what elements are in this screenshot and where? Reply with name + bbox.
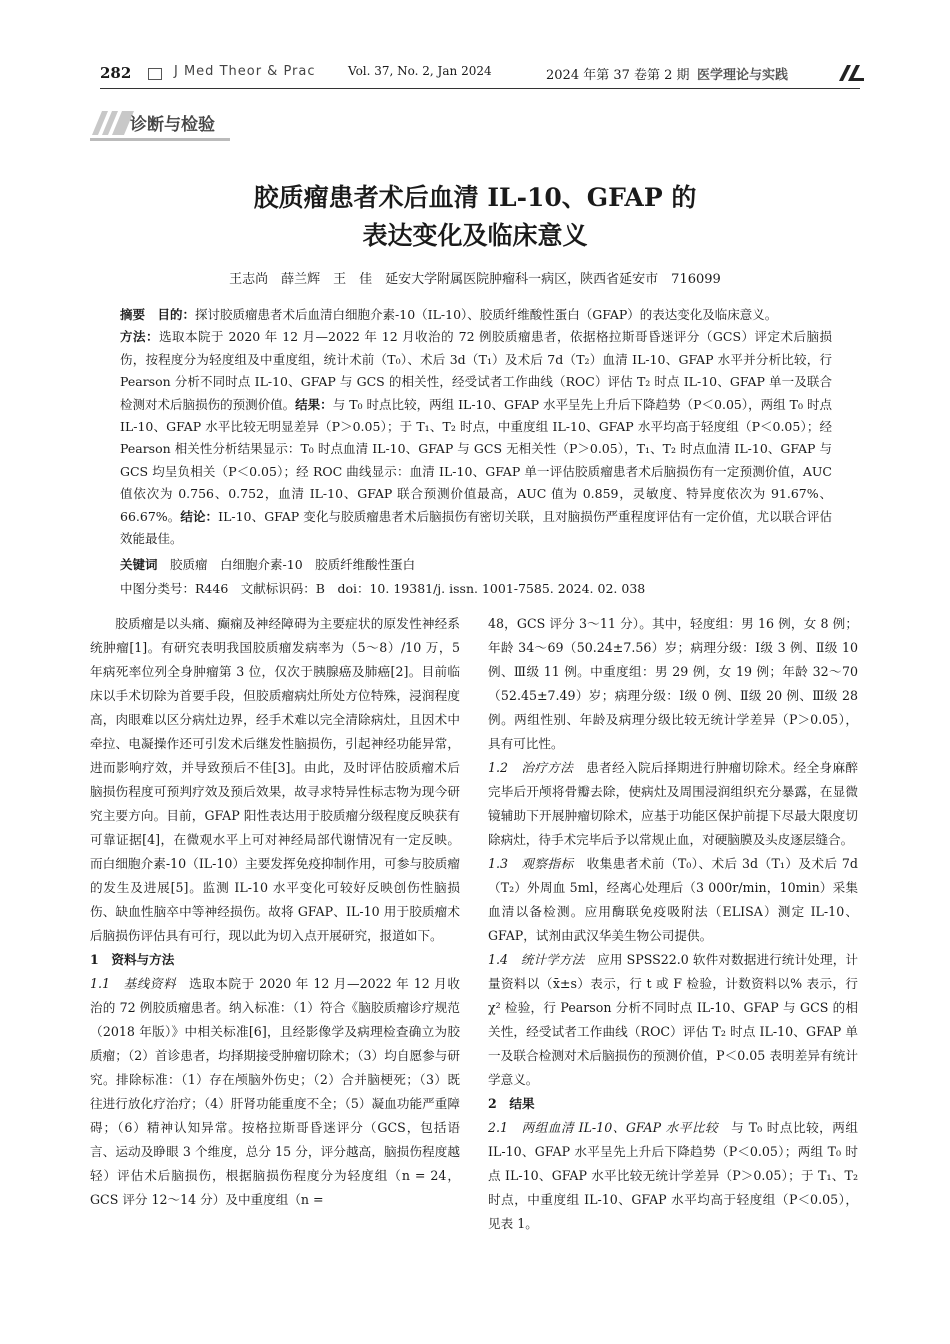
keywords-label: 关键词 xyxy=(120,557,158,572)
header-rule xyxy=(100,88,860,89)
article-title-line-2: 表达变化及临床意义 xyxy=(362,221,588,250)
paragraph-1-3: 收集患者术前（T₀）、术后 3d（T₁）及术后 7d（T₂）外周血 5ml，经离心处理后（3 000r/min，10min）采集血清以备检测。应用酶联免疫吸附法（ELISA）测定 IL-10、GFAP，试剂由武汉华美生物公司提供。 xyxy=(488,856,858,943)
subheading-1-3: 1.3 观察指标 xyxy=(488,856,574,871)
section-title: 诊断与检验 xyxy=(130,115,215,135)
page-box-icon xyxy=(148,68,162,80)
page-number: 282 xyxy=(100,64,132,82)
subheading-2-1: 2.1 两组血清 IL-10、GFAP 水平比较 xyxy=(488,1120,719,1135)
paragraph-1-2: 患者经入院后择期进行肿瘤切除术。经全身麻醉完毕后开颅将骨瓣去除，使病灶及周围浸润组织充分暴露，在显微镜辅助下开展肿瘤切除术，应基于功能区保护前提下尽最大限度切除病灶，待手术完毕后予以常规止血，对硬脑膜及头皮逐层缝合。 xyxy=(488,760,859,847)
paragraph-1-1-continued: 48，GCS 评分 3～11 分）。其中，轻度组：男 16 例，女 8 例；年龄 34～69（50.24±7.56）岁；病理分级：Ⅰ级 3 例、Ⅱ级 10 例、Ⅲ级 11 例。中重度组：男 29 例，女 19 例；年龄 32～70（52.45±7.49）岁；病理分级：Ⅰ级 0 例、Ⅱ级 20 例、Ⅲ级 28 例。两组性别、年龄及病理分级比较无统计学差异（P＞0.05），具有可比性。 xyxy=(488,616,858,751)
article-title-line-1: 胶质瘤患者术后血清 IL-10、GFAP 的 xyxy=(253,183,697,212)
right-column xyxy=(488,612,858,1236)
paragraph-1-1: 选取本院于 2020 年 12 月—2022 年 12 月收治的 72 例胶质瘤患者。纳入标准：（1）符合《脑胶质瘤诊疗规范（2018 年版）》中相关标准[6]，且经影像学及病理检查确立为胶质瘤；（2）首诊患者，均择期接受肿瘤切除术；（3）均自愿参与研究。排除标准：（1）存在颅脑外伤史；（2）合并脑梗死；（3）既往进行放化疗治疗；（4）肝肾功能重度不全；（5）凝血功能严重障碍；（6）精神认知异常。按格拉斯哥昏迷评分（GCS，包括语言、运动及睁眼 3 个维度，总分 15 分，评分越高，脑损伤程度越轻）评估术后脑损伤，根据脑损伤程度分为轻度组（n = 24，GCS 评分 12～14 分）及中重度组（n = xyxy=(90,976,460,1207)
objective-label: 目的： xyxy=(157,307,196,322)
authors-affiliation: 王志尚 薛兰辉 王 佳 延安大学附属医院肿瘤科一病区，陕西省延安市 716099 xyxy=(229,272,721,287)
journal-name: J Med Theor & Prac xyxy=(174,64,316,79)
subheading-1-2: 1.2 治疗方法 xyxy=(488,760,574,775)
keywords: 胶质瘤 白细胞介素-10 胶质纤维酸性蛋白 xyxy=(170,557,416,572)
paragraph-1-4: 应用 SPSS22.0 软件对数据进行统计处理，计量资料以（x̄±s）表示，行 t 或 F 检验，计数资料以% 表示，行 χ² 检验，行 Pearson 分析不同时点 IL-10、GFAP 与 GCS 的相关性，经受试者工作曲线（ROC）评估 T₂ 时点 IL-10、GFAP 单一及联合检测对术后脑损伤的预测价值，P＜0.05 表明差异有统计学意义。 xyxy=(488,952,859,1087)
heading-results: 2 结果 xyxy=(488,1096,535,1111)
objective-text: 探讨胶质瘤患者术后血清白细胞介素-10（IL-10）、胶质纤维酸性蛋白（GFAP）的表达变化及临床意义。 xyxy=(195,307,778,322)
conclusion-text: IL-10、GFAP 变化与胶质瘤患者术后脑损伤有密切关联，且对脑损伤严重程度评估有一定价值，尤以联合评估效能最佳。 xyxy=(120,508,832,547)
journal-name-cn: 医学理论与实践 xyxy=(697,68,789,83)
volume-info: Vol. 37, No. 2, Jan 2024 xyxy=(348,64,492,78)
conclusion-label: 结论： xyxy=(180,508,219,524)
classification-line: 中图分类号：R446 文献标识码：B doi：10. 19381/j. issn. 1001-7585. 2024. 02. 038 xyxy=(120,581,646,596)
journal-logo-icon xyxy=(835,64,865,82)
intro-paragraph: 胶质瘤是以头痛、癫痫及神经障碍为主要症状的原发性神经系统肿瘤[1]。有研究表明我国胶质瘤发病率为（5～8）/10 万，5 年病死率位列全身肿瘤第 3 位，仅次于胰腺癌及肺癌[2]。目前临床以手术切除为首要手段，但胶质瘤病灶所处方位特殊，浸润程度高，肉眼难以区分病灶边界，经手术难以完全清除病灶，且因术中牵拉、电凝操作还可引发术后继发性脑损伤，引起神经功能异常，进而影响疗效，并导致预后不佳[3]。由此，及时评估胶质瘤术后脑损伤程度可预判疗效及预后效果，故寻求特异性标志物为现今研究主要方向。目前，GFAP 阳性表达用于胶质瘤分级程度反映获有可靠证据[4]，在微观水平上可对神经局部代谢情况有一定反映。而白细胞介素-10（IL-10）主要发挥免疫抑制作用，可参与胶质瘤的发生及进展[5]。监测 IL-10 水平变化可较好反映创伤性脑损伤、缺血性脑卒中等神经损伤。故将 GFAP、IL-10 用于胶质瘤术后脑损伤评估具有可行，现以此为切入点开展研究，报道如下。 xyxy=(90,616,460,943)
paragraph-2-1: 与 T₀ 时点比较，两组 IL-10、GFAP 水平呈先上升后下降趋势（P＜0.05）；两组 T₀ 时点 IL-10、GFAP 水平比较无统计学差异（P＞0.05）；于 T₁、T₂ 时点，中重度组 IL-10、GFAP 水平均高于轻度组（P＜0.05），见表 1。 xyxy=(488,1120,858,1231)
subheading-1-1: 1.1 基线资料 xyxy=(90,976,177,991)
running-header xyxy=(100,64,860,86)
methods-text: 选取本院于 2020 年 12 月—2022 年 12 月收治的 72 例胶质瘤患者，依据格拉斯哥昏迷评分（GCS）评定术后脑损伤，按程度分为轻度组及中重度组，统计术前（T₀）、术后 3d（T₁）及术后 7d（T₂）血清 IL-10、GFAP 水平并分析比较，行 Pearson 分析不同时点 IL-10、GFAP 与 GCS 的相关性，经受试者工作曲线（ROC）评估 T₂ 时点 IL-10、GFAP 单一及联合检测对术后脑损伤的预测价值。 xyxy=(120,329,832,412)
results-text: 与 T₀ 时点比较，两组 IL-10、GFAP 水平呈先上升后下降趋势（P＜0.05），两组 T₀ 时点 IL-10、GFAP 水平比较无明显差异（P＞0.05）；于 T₁、T₂ 时点，中重度组 IL-10、GFAP 水平均高于轻度组（P＜0.05）；经 Pearson 相关性分析结果显示：T₀ 时点血清 IL-10、GFAP 与 GCS 无相关性（P＞0.05），T₁、T₂ 时点血清 IL-10、GFAP 与 GCS 均呈负相关（P＜0.05）；经 ROC 曲线显示：血清 IL-10、GFAP 单一评估胶质瘤患者术后脑损伤有一定预测价值，AUC 值依次为 0.756、0.752，血清 IL-10、GFAP 联合预测价值最高，AUC 值为 0.859，灵敏度、特异度依次为 91.67%、66.67%。 xyxy=(120,396,832,524)
keywords-line xyxy=(120,555,415,573)
left-column xyxy=(90,612,460,1212)
section-stripe-icon xyxy=(90,111,134,135)
heading-materials-methods: 1 资料与方法 xyxy=(90,952,175,967)
results-label: 结果： xyxy=(295,396,333,412)
section-underline xyxy=(90,138,230,141)
abstract-label: 摘要 xyxy=(120,307,146,322)
methods-label: 方法： xyxy=(120,329,159,345)
abstract xyxy=(120,304,832,550)
year-issue: 2024 年第 37 卷第 2 期 xyxy=(546,68,690,83)
subheading-1-4: 1.4 统计学方法 xyxy=(488,952,585,967)
